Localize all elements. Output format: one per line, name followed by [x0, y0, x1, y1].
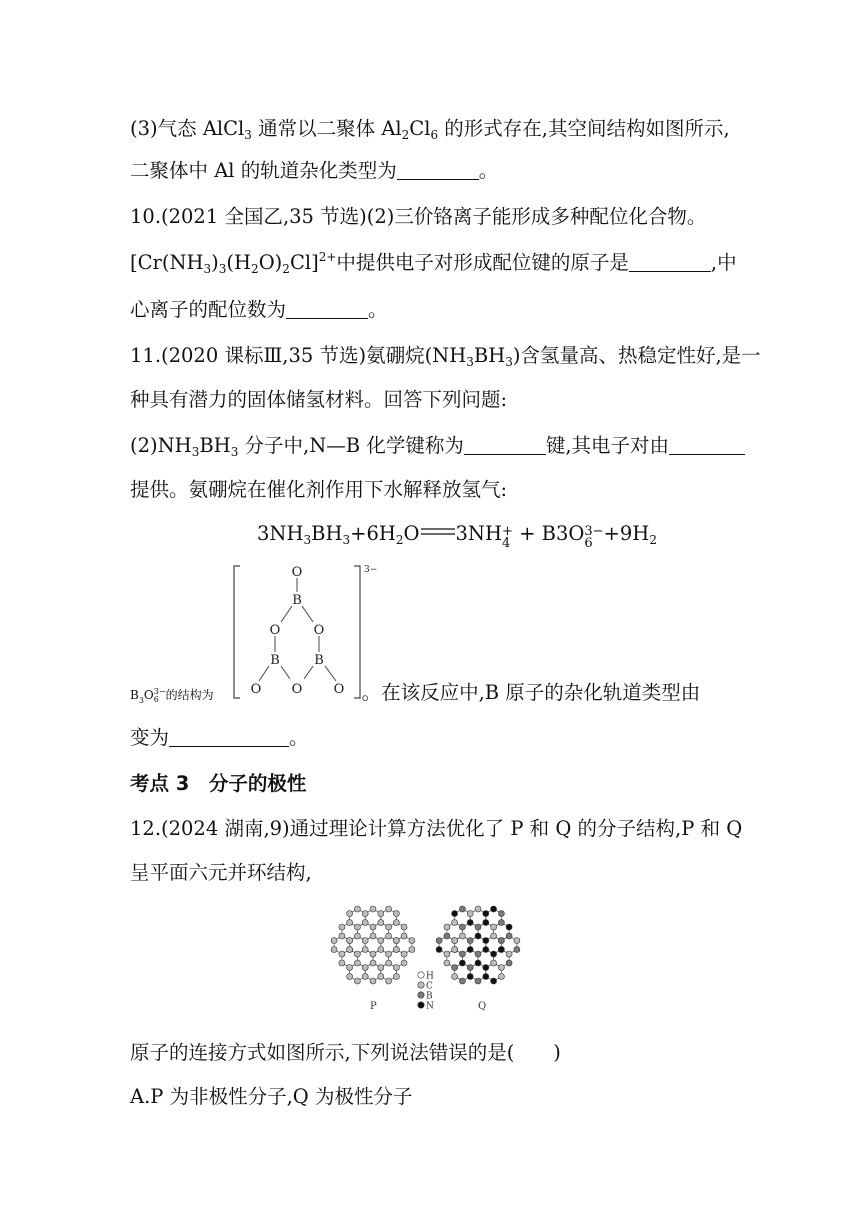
atom-dot: [401, 951, 407, 957]
atom-dot: [378, 974, 384, 980]
legend-swatch-c: [418, 982, 424, 988]
charge-label: 3−: [364, 565, 378, 575]
subscript: 2: [282, 262, 290, 276]
text: +9H: [603, 522, 650, 545]
question-10-line3: [130, 296, 388, 324]
atom-dot: [483, 911, 489, 917]
atom-dot: [483, 920, 489, 926]
text: B: [130, 688, 139, 702]
atom-dot: [467, 920, 473, 926]
atom-dot: [514, 938, 520, 944]
legend-swatch-b: [418, 992, 424, 998]
atom-dot: [354, 960, 360, 966]
atom-dot: [370, 951, 376, 957]
question-12-line1: [130, 815, 742, 843]
atom-dot: [498, 965, 504, 971]
subscript: 6: [430, 128, 439, 142]
atom-dot: [347, 938, 353, 944]
equals-double-line: [420, 526, 456, 538]
atom-dot: [354, 978, 360, 984]
atom-o: O: [291, 565, 303, 580]
atom-dot: [452, 965, 458, 971]
atom-dot: [393, 947, 399, 953]
atom-dot: [506, 924, 512, 930]
atom-dot: [386, 951, 392, 957]
atom-dot: [354, 906, 360, 912]
atom-o: O: [250, 682, 262, 697]
text: BH: [473, 344, 506, 367]
text: 键,其电子对由: [545, 434, 670, 457]
atom-dot: [339, 933, 345, 939]
atom-dot: [339, 960, 345, 966]
subscript: 6: [584, 536, 593, 551]
text: 分子中,N—B 化学键称为: [238, 434, 464, 457]
atom-dot: [409, 947, 415, 953]
subscript: 2: [395, 533, 404, 547]
borate-charge-stack: [584, 526, 603, 550]
atom-dot: [467, 947, 473, 953]
superscript: 3−: [584, 524, 604, 539]
question-11-line2: [130, 386, 507, 414]
atom-dot: [370, 933, 376, 939]
atom-dot: [436, 938, 442, 944]
atom-b: B: [270, 653, 280, 668]
nh4-charge-stack: [502, 526, 513, 550]
molecule-q: [436, 906, 520, 984]
atom-dot: [393, 965, 399, 971]
atom-dot: [491, 951, 497, 957]
atom-dot: [347, 947, 353, 953]
element-legend: [418, 972, 434, 1012]
answer-blank[interactable]: [286, 298, 368, 319]
question-12-stem: [130, 1039, 561, 1067]
atom-dot: [506, 960, 512, 966]
text: (H: [226, 251, 252, 274]
text: 。: [368, 298, 388, 321]
atom-o: O: [291, 682, 303, 697]
atom-dot: [452, 911, 458, 917]
atom-dot: [393, 938, 399, 944]
question-11-2-line1: [130, 432, 745, 460]
atom-dot: [491, 924, 497, 930]
text: 二聚体中 Al 的轨道杂化类型为: [130, 159, 397, 182]
atom-dot: [378, 947, 384, 953]
atom-dot: [506, 933, 512, 939]
atom-o: O: [269, 623, 281, 638]
atom-dot: [331, 938, 337, 944]
atom-dot: [483, 965, 489, 971]
text: 种具有潜力的固体储氢材料。回答下列问题:: [130, 388, 508, 411]
atom-dot: [347, 920, 353, 926]
subscript: 3: [342, 533, 351, 547]
legend-label-n: N: [426, 1001, 434, 1012]
atom-dot: [393, 920, 399, 926]
atom-dot: [498, 974, 504, 980]
atom-dot: [452, 947, 458, 953]
text: 提供。氨硼烷在催化剂作用下水解释放氢气:: [130, 478, 508, 501]
superscript: 2+: [318, 250, 337, 264]
text: ,中: [710, 251, 737, 274]
text: 的形式存在,其空间结构如图所示,: [438, 117, 730, 140]
text: 呈平面六元并环结构,: [130, 861, 312, 884]
text: O: [403, 522, 420, 545]
atom-dot: [459, 933, 465, 939]
atom-dot: [347, 911, 353, 917]
atom-dot: [467, 911, 473, 917]
text: [Cr(NH: [130, 251, 204, 274]
struct-charge-stack: [154, 688, 166, 704]
molecule-pq-figure: [318, 895, 548, 1025]
subscript: 3: [244, 128, 252, 142]
subscript: 6: [153, 695, 159, 704]
legend-label-h: H: [426, 971, 434, 982]
atom-dot: [354, 924, 360, 930]
atom-dot: [475, 906, 481, 912]
atom-dot: [370, 960, 376, 966]
atom-dot: [362, 911, 368, 917]
subscript: 3: [505, 355, 513, 369]
atom-dot: [475, 933, 481, 939]
atom-dot: [483, 938, 489, 944]
text: 中提供电子对形成配位键的原子是: [336, 251, 629, 274]
subscript: 2: [401, 128, 410, 142]
superscript: 3−: [153, 687, 166, 696]
subscript: 3: [138, 696, 144, 705]
atom-dot: [491, 960, 497, 966]
hydrolysis-equation: [257, 520, 657, 550]
atom-dot: [452, 920, 458, 926]
subscript: 2: [649, 533, 657, 547]
text: Cl]: [289, 251, 319, 274]
atom-dot: [444, 924, 450, 930]
atom-dot: [483, 947, 489, 953]
atom-dot: [475, 960, 481, 966]
atom-dot: [362, 947, 368, 953]
atom-dot: [401, 933, 407, 939]
text: 10.(2021 全国乙,35 节选)(2)三价铬离子能形成多种配位化合物。: [130, 205, 707, 228]
text: 。: [478, 159, 499, 182]
text: 原子的连接方式如图所示,下列说法错误的是( ): [130, 1041, 561, 1064]
legend-label-c: C: [426, 981, 433, 992]
atom-dot: [362, 938, 368, 944]
atom-dot: [459, 951, 465, 957]
atom-dot: [436, 947, 442, 953]
atom-dot: [347, 965, 353, 971]
question-10-line1: [130, 203, 706, 231]
atom-dot: [370, 924, 376, 930]
question-12-line2: [130, 859, 312, 887]
atom-b: B: [314, 653, 324, 668]
atom-dot: [401, 960, 407, 966]
atom-dot: [459, 978, 465, 984]
label-p: P: [370, 1001, 377, 1012]
option-a[interactable]: [130, 1083, 412, 1111]
atom-dot: [370, 978, 376, 984]
question-10-line2: [130, 249, 737, 277]
question-11-2-line2: [130, 476, 507, 504]
subscript: 4: [502, 536, 511, 551]
atom-dot: [362, 965, 368, 971]
atom-dot: [354, 933, 360, 939]
atom-dot: [498, 947, 504, 953]
atom-dot: [475, 978, 481, 984]
atom-dot: [514, 947, 520, 953]
atom-dot: [386, 960, 392, 966]
section-heading: 考点 3 分子的极性: [130, 772, 307, 795]
text: 变为: [130, 726, 170, 749]
atom-dot: [386, 906, 392, 912]
text: +6H: [350, 522, 396, 545]
question-9-3-line1: [130, 115, 730, 143]
atom-dot: [498, 911, 504, 917]
subscript: 3: [191, 445, 200, 459]
atom-dot: [386, 978, 392, 984]
text: 11.(2020 课标Ⅲ,35 节选)氨硼烷(NH: [130, 344, 467, 367]
atom-dot: [331, 947, 337, 953]
atom-dot: [347, 974, 353, 980]
text: 12.(2024 湖南,9)通过理论计算方法优化了 P 和 Q 的分子结构,P 和 Q: [130, 817, 743, 840]
subscript: 2: [251, 262, 259, 276]
text: 通常以二聚体 Al: [251, 117, 402, 140]
atom-dot: [409, 938, 415, 944]
subscript: 3: [203, 262, 212, 276]
atom-dot: [491, 978, 497, 984]
atom-dot: [393, 911, 399, 917]
text: (2)NH: [130, 434, 192, 457]
text: 。在该反应中,B 原子的杂化轨道类型由: [361, 681, 701, 704]
atom-dot: [401, 924, 407, 930]
atom-o: O: [333, 682, 345, 697]
atom-dot: [452, 974, 458, 980]
atom-dot: [393, 974, 399, 980]
atom-dot: [491, 906, 497, 912]
question-11-line1: [130, 342, 761, 370]
atom-dot: [362, 974, 368, 980]
text: (3)气态 AlCl: [130, 117, 245, 140]
atom-dot: [444, 951, 450, 957]
text: 3NH: [455, 522, 502, 545]
atom-dot: [339, 924, 345, 930]
atom-dot: [362, 920, 368, 926]
atom-dot: [475, 924, 481, 930]
atom-dot: [452, 938, 458, 944]
atom-dot: [459, 960, 465, 966]
text: + B3O: [512, 522, 585, 545]
legend-swatch-h: [418, 972, 424, 978]
text: BH: [311, 522, 343, 545]
atom-dot: [459, 924, 465, 930]
atom-dot: [467, 965, 473, 971]
subscript: 3: [218, 262, 227, 276]
text: O): [258, 251, 283, 274]
legend-swatch-n: [418, 1002, 424, 1008]
subscript: 3: [466, 355, 474, 369]
text: O: [143, 688, 154, 702]
answer-blank[interactable]: [629, 251, 711, 272]
answer-blank[interactable]: [669, 434, 745, 455]
question-9-3-line2: [130, 157, 498, 185]
atom-dot: [378, 920, 384, 926]
atom-dot: [370, 906, 376, 912]
atom-dot: [491, 933, 497, 939]
text: 心离子的配位数为: [130, 298, 287, 321]
atom-dot: [506, 951, 512, 957]
text: 3NH: [257, 522, 304, 545]
atom-dot: [378, 965, 384, 971]
atom-dot: [475, 951, 481, 957]
answer-blank[interactable]: [169, 726, 289, 747]
atom-o: O: [313, 623, 325, 638]
atom-dot: [386, 924, 392, 930]
atom-dot: [339, 951, 345, 957]
atom-dot: [378, 938, 384, 944]
atom-dot: [498, 920, 504, 926]
text: BH: [199, 434, 231, 457]
atom-b: B: [292, 593, 302, 608]
legend-label-b: B: [426, 991, 433, 1002]
text: 。: [289, 726, 309, 749]
atom-dot: [444, 960, 450, 966]
text: 的结构为: [165, 688, 214, 702]
atom-dot: [467, 938, 473, 944]
subscript: 3: [230, 445, 239, 459]
atom-dot: [378, 911, 384, 917]
atom-dot: [444, 933, 450, 939]
atom-dot: [498, 938, 504, 944]
answer-blank[interactable]: [464, 434, 546, 455]
atom-dot: [467, 974, 473, 980]
atom-dot: [459, 906, 465, 912]
subscript: 3: [303, 533, 312, 547]
atom-dot: [483, 974, 489, 980]
text: A.P 为非极性分子,Q 为极性分子: [130, 1085, 413, 1108]
text: Cl: [409, 117, 431, 140]
text: )含氢量高、热稳定性好,是一: [512, 344, 761, 367]
atom-dot: [386, 933, 392, 939]
question-11-2-line4: [130, 724, 309, 752]
answer-blank[interactable]: [397, 159, 479, 180]
atom-dot: [354, 951, 360, 957]
label-q: Q: [478, 1001, 487, 1012]
molecule-p: [331, 906, 415, 984]
text: ): [211, 251, 219, 274]
question-11-2-line3: [130, 679, 700, 709]
superscript: +: [502, 524, 513, 539]
